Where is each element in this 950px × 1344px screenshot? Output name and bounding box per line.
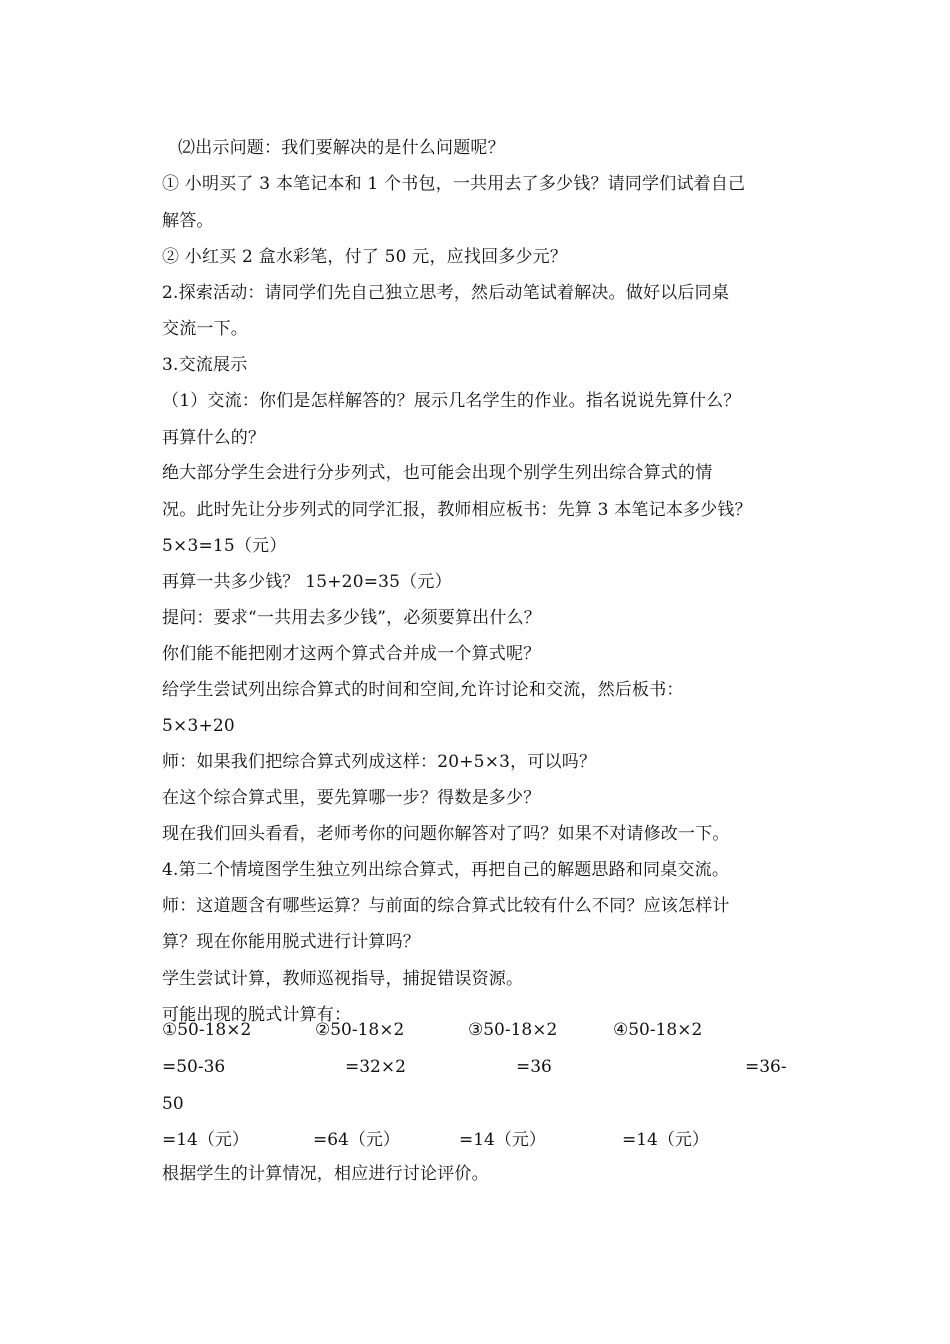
calc-step-4-wrap: 50 [162,1094,184,1114]
text-line: 5×3+20 [162,716,235,736]
closing-line: 根据学生的计算情况，相应进行讨论评价。 [162,1164,489,1184]
text-line: 2.探索活动：请同学们先自己独立思考，然后动笔试着解决。做好以后同桌 [162,283,730,303]
text-line: 可能出现的脱式计算有： [162,1005,352,1025]
text-line: 师：这道题含有哪些运算？与前面的综合算式比较有什么不同？应该怎样计 [162,896,730,916]
text-line: 况。此时先让分步列式的同学汇报，教师相应板书：先算 3 本笔记本多少钱？ [162,500,752,520]
text-line: 交流一下。 [162,319,248,339]
text-line: ① 小明买了 3 本笔记本和 1 个书包，一共用去了多少钱？请同学们试着自己 [162,174,746,194]
calc-step-1: =50-36 [162,1057,226,1077]
text-line: 师：如果我们把综合算式列成这样：20+5×3，可以吗？ [162,752,597,772]
text-line: 3.交流展示 [162,355,248,375]
calc-step-3: =36 [516,1057,552,1077]
text-line: 绝大部分学生会进行分步列式，也可能会出现个别学生列出综合算式的情 [162,463,713,483]
text-line: 算？现在你能用脱式进行计算吗？ [162,932,420,952]
text-line: 现在我们回头看看，老师考你的问题你解答对了吗？如果不对请修改一下。 [162,824,730,844]
calc-result-4: =14（元） [622,1130,709,1150]
calc-expression-2: ②50-18×2 [315,1020,405,1040]
calc-expression-3: ③50-18×2 [468,1020,558,1040]
calc-step-2: =32×2 [345,1057,406,1077]
text-line: 再算什么的？ [162,428,266,448]
calc-result-2: =64（元） [313,1130,400,1150]
calc-result-3: =14（元） [459,1130,546,1150]
text-line: ⑵出示问题：我们要解决的是什么问题呢？ [178,138,505,158]
calc-step-4: =36- [745,1057,787,1077]
text-line: 在这个综合算式里，要先算哪一步？得数是多少？ [162,788,541,808]
calc-expression-4: ④50-18×2 [613,1020,703,1040]
calc-expression-1: ①50-18×2 [162,1020,252,1040]
calc-result-1: =14（元） [162,1130,249,1150]
text-line: 给学生尝试列出综合算式的时间和空间,允许讨论和交流，然后板书： [162,680,684,700]
text-line: 解答。 [162,211,214,231]
text-line: 再算一共多少钱？ 15+20=35（元） [162,572,452,592]
text-line: 你们能不能把刚才这两个算式合并成一个算式呢？ [162,644,541,664]
text-line: （1）交流：你们是怎样解答的？展示几名学生的作业。指名说说先算什么？ [162,391,741,411]
text-line: ② 小红买 2 盒水彩笔，付了 50 元，应找回多少元？ [162,247,568,267]
text-line: 4.第二个情境图学生独立列出综合算式，再把自己的解题思路和同桌交流。 [162,860,730,880]
text-line: 学生尝试计算，教师巡视指导，捕捉错误资源。 [162,969,524,989]
text-line: 5×3=15（元） [162,536,287,556]
text-line: 提问：要求“一共用去多少钱”，必须要算出什么？ [162,608,541,628]
